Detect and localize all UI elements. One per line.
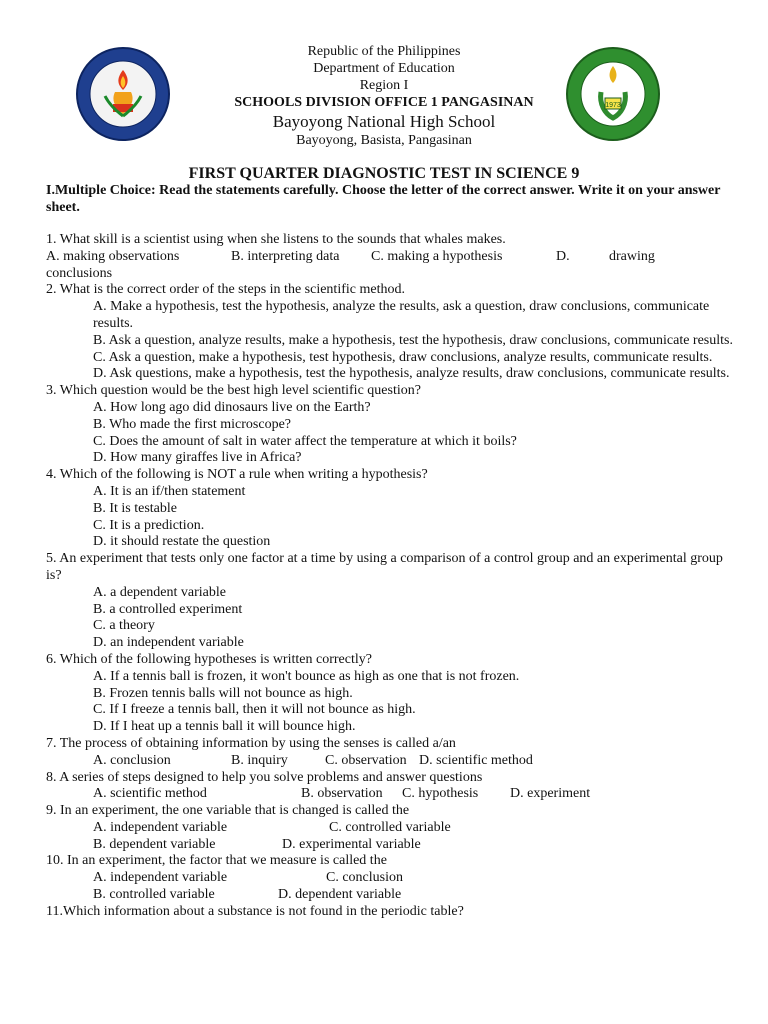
question-10-options-row2 [46, 887, 736, 904]
q8-option-b: B. observation [301, 786, 383, 802]
question-7: 7. The process of obtaining information by using the senses is called a/an [46, 735, 456, 751]
header-department: Department of Education [313, 61, 455, 76]
question-8-options [46, 786, 736, 803]
q2-option-a: A. Make a hypothesis, test the hypothesis, analyze the results, ask a question, draw conclusions, communicate results. [93, 299, 710, 331]
question-7-options [46, 753, 736, 770]
q10-option-d: D. dependent variable [278, 887, 402, 903]
q9-option-b: B. dependent variable [93, 836, 216, 852]
document-header [150, 43, 618, 149]
q8-option-c: C. hypothesis [402, 786, 479, 802]
header-address: Bayoyong, Basista, Pangasinan [296, 133, 472, 148]
q10-option-a: A. independent variable [93, 870, 228, 886]
q5-option-b: B. a controlled experiment [93, 601, 243, 617]
test-title: FIRST QUARTER DIAGNOSTIC TEST IN SCIENCE 9 [188, 165, 580, 182]
question-9: 9. In an experiment, the one variable that is changed is called the [46, 803, 410, 819]
header-school: Bayoyong National High School [272, 112, 496, 131]
question-1: 1. What skill is a scientist using when she listens to the sounds that whales makes. [46, 232, 506, 247]
header-office: SCHOOLS DIVISION OFFICE 1 PANGASINAN [234, 95, 534, 110]
q2-option-b: B. Ask a question, analyze results, make a hypothesis, test the hypothesis, draw conclusions, communicate results. [93, 332, 733, 348]
question-2: 2. What is the correct order of the steps in the scientific method. [46, 282, 405, 298]
q3-option-b: B. Who made the first microscope? [93, 416, 292, 432]
q6-option-b: B. Frozen tennis balls will not bounce as high. [93, 685, 353, 701]
question-6: 6. Which of the following hypotheses is written correctly? [46, 651, 372, 667]
q5-option-c: C. a theory [93, 618, 155, 634]
q10-option-b: B. controlled variable [93, 887, 215, 903]
q3-option-c: C. Does the amount of salt in water affect the temperature at which it boils? [93, 433, 517, 449]
question-9-options-row1 [46, 820, 736, 837]
question-8: 8. A series of steps designed to help you solve problems and answer questions [46, 769, 483, 785]
school-seal-year: 1973 [605, 102, 621, 109]
q1-option-d-text: drawing [609, 248, 655, 264]
q4-option-a: A. It is an if/then statement [93, 483, 246, 499]
q9-option-a: A. independent variable [93, 819, 228, 835]
q9-option-d: D. experimental variable [282, 836, 421, 852]
q5-option-a: A. a dependent variable [93, 584, 226, 600]
q6-option-a: A. If a tennis ball is frozen, it won't bounce as high as one that is not frozen. [93, 668, 520, 684]
q2-option-d: D. Ask questions, make a hypothesis, test the hypothesis, analyze results, draw conclusions, communicate results. [93, 366, 730, 382]
q4-option-d: D. it should restate the question [93, 534, 271, 550]
q6-option-d: D. If I heat up a tennis ball it will bounce high. [93, 719, 356, 735]
question-9-options-row2 [46, 837, 736, 854]
q7-option-b: B. inquiry [231, 752, 288, 768]
q1-option-d: D. [556, 248, 570, 264]
instructions: I.Multiple Choice: Read the statements carefully. Choose the letter of the correct answer. Write it on your answer sheet. [46, 183, 721, 215]
q8-option-d: D. experiment [510, 786, 591, 802]
q1-option-d-cont: conclusions [46, 265, 113, 281]
q3-option-a: A. How long ago did dinosaurs live on the Earth? [93, 399, 371, 415]
q1-option-b: B. interpreting data [231, 248, 340, 264]
question-1-options [46, 249, 736, 266]
q2-option-c: C. Ask a question, make a hypothesis, test hypothesis, draw conclusions, analyze results, communicate results. [93, 349, 713, 365]
question-3: 3. Which question would be the best high level scientific question? [46, 383, 421, 399]
q1-option-c: C. making a hypothesis [371, 248, 503, 264]
q10-option-c: C. conclusion [326, 870, 403, 886]
q7-option-a: A. conclusion [93, 752, 171, 768]
q3-option-d: D. How many giraffes live in Africa? [93, 450, 302, 466]
header-country: Republic of the Philippines [307, 44, 461, 59]
q8-option-a: A. scientific method [93, 786, 207, 802]
q5-option-d: D. an independent variable [93, 635, 244, 651]
q7-option-c: C. observation [325, 752, 407, 768]
question-list [46, 232, 736, 921]
q9-option-c: C. controlled variable [329, 819, 451, 835]
question-4: 4. Which of the following is NOT a rule when writing a hypothesis? [46, 467, 428, 483]
header-region: Region I [359, 78, 409, 93]
question-10-options-row1 [46, 870, 736, 887]
question-5: 5. An experiment that tests only one factor at a time by using a comparison of a control group and an experimental group is? [46, 551, 723, 583]
q1-option-a: A. making observations [46, 248, 180, 264]
question-11: 11.Which information about a substance is not found in the periodic table? [46, 903, 464, 919]
q7-option-d: D. scientific method [419, 752, 533, 768]
question-10: 10. In an experiment, the factor that we measure is called the [46, 853, 387, 869]
q4-option-b: B. It is testable [93, 500, 177, 516]
q6-option-c: C. If I freeze a tennis ball, then it will not bounce as high. [93, 702, 416, 718]
q4-option-c: C. It is a prediction. [93, 517, 205, 533]
